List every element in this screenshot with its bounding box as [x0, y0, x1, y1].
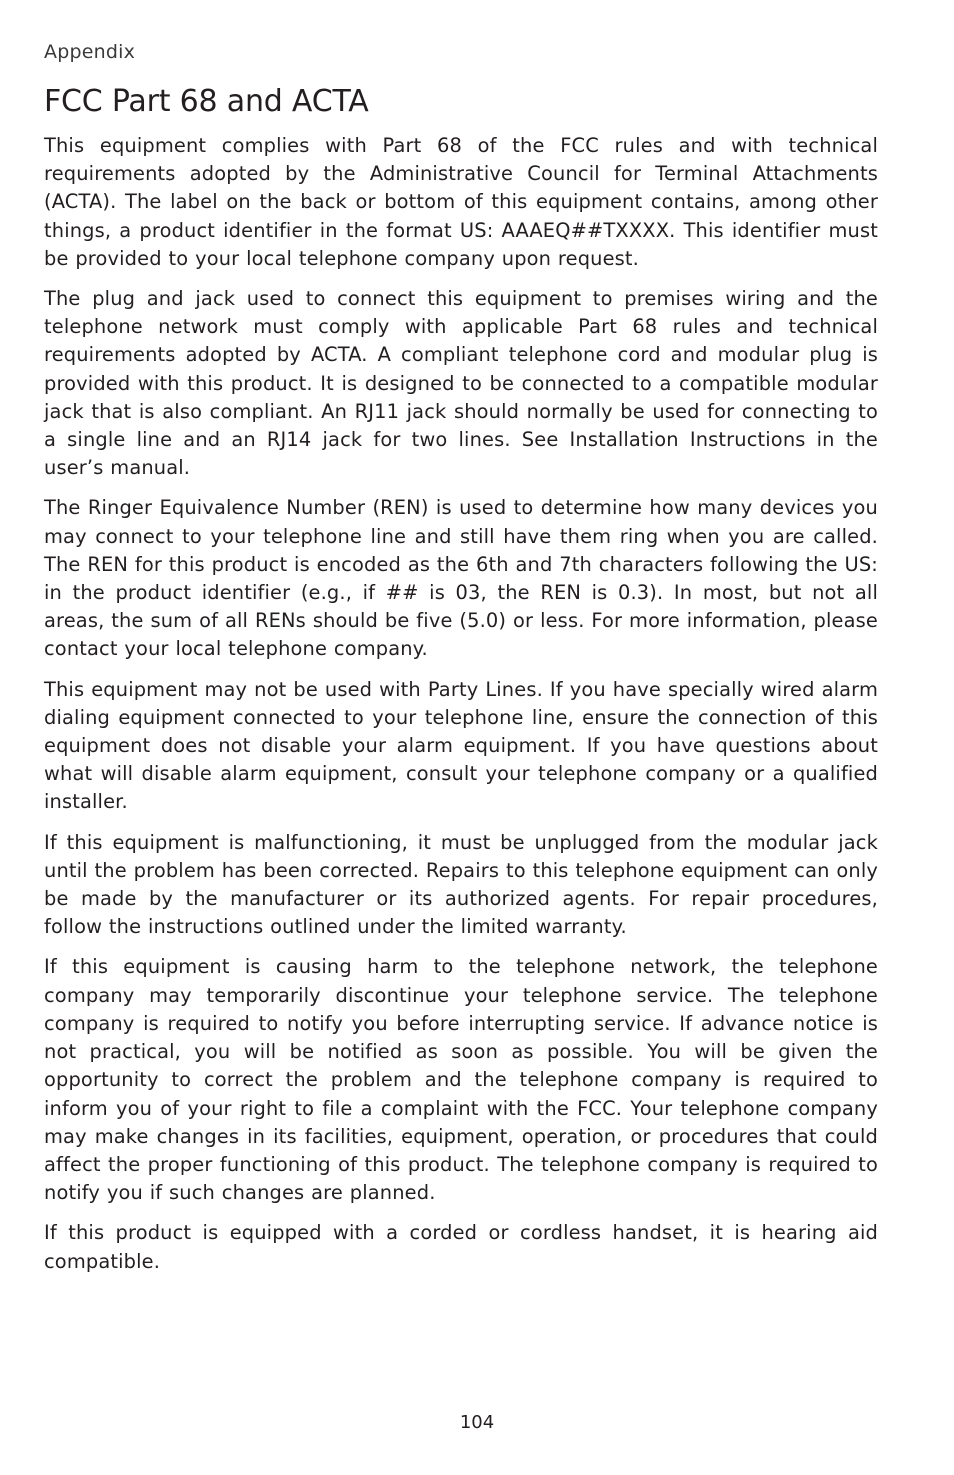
paragraph-fcc-compliance: This equipment complies with Part 68 of the FCC rules and with technical requirements adopted by the Administrative Council for Terminal Attachments (ACTA). The label on the back or bottom of this equipment contains, among other things, a product identifier in the format US: AAAEQ##TXXXX. This identifier must be provided to your local telephone company upon request.: [44, 134, 878, 270]
paragraph-malfunction: If this equipment is malfunctioning, it must be unplugged from the modular jack until the problem has been corrected. Repairs to this telephone equipment can only be made by the manufacturer or its authorized agents. For repair procedures, follow the instructions outlined under the limited warranty.: [44, 830, 878, 939]
paragraph-ren: The Ringer Equivalence Number (REN) is used to determine how many devices you may connect to your telephone line and still have them ring when you are called. The REN for this product is encoded as the 6th and 7th characters following the US: in the product identifier (e.g., if ## is 03, the REN is 0.3). In most, but not all areas, the sum of all RENs should be five (5.0) or less. For more information, please contact your local telephone company.: [44, 496, 878, 661]
paragraph-plug-and-jack: The plug and jack used to connect this equipment to premises wiring and the telephone network must comply with applicable Part 68 rules and technical requirements adopted by ACTA. A compliant telephone cord and modular plug is provided with this product. It is designed to be connected to a compatible modular jack that is also compliant. An RJ11 jack should normally be used for connecting to a single line and an RJ14 jack for two lines. See Installation Instructions in the user’s manual.: [44, 287, 878, 480]
page-number: 104: [459, 1412, 495, 1433]
paragraph-party-lines: This equipment may not be used with Party Lines. If you have specially wired alarm dialing equipment connected to your telephone line, ensure the connection of this equipment does not disable your alarm equipment. If you have questions about what will disable alarm equipment, consult your telephone company or a qualified installer.: [44, 677, 878, 814]
body-text: [44, 132, 878, 1288]
page-title: FCC Part 68 and ACTA: [44, 84, 369, 119]
section-label: Appendix: [44, 41, 136, 63]
paragraph-network-harm: If this equipment is causing harm to the telephone network, the telephone company may temporarily discontinue your telephone service. The telephone company is required to notify you before interrupting service. If advance notice is not practical, you will be notified as soon as possible. You will be given the opportunity to correct the problem and the telephone company is required to inform you of your right to file a complaint with the FCC. Your telephone company may make changes in its facilities, equipment, operation, or procedures that could affect the proper functioning of this product. The telephone company is required to notify you if such changes are planned.: [44, 955, 878, 1205]
paragraph-hearing-aid: If this product is equipped with a corded or cordless handset, it is hearing aid compatible.: [44, 1221, 878, 1273]
